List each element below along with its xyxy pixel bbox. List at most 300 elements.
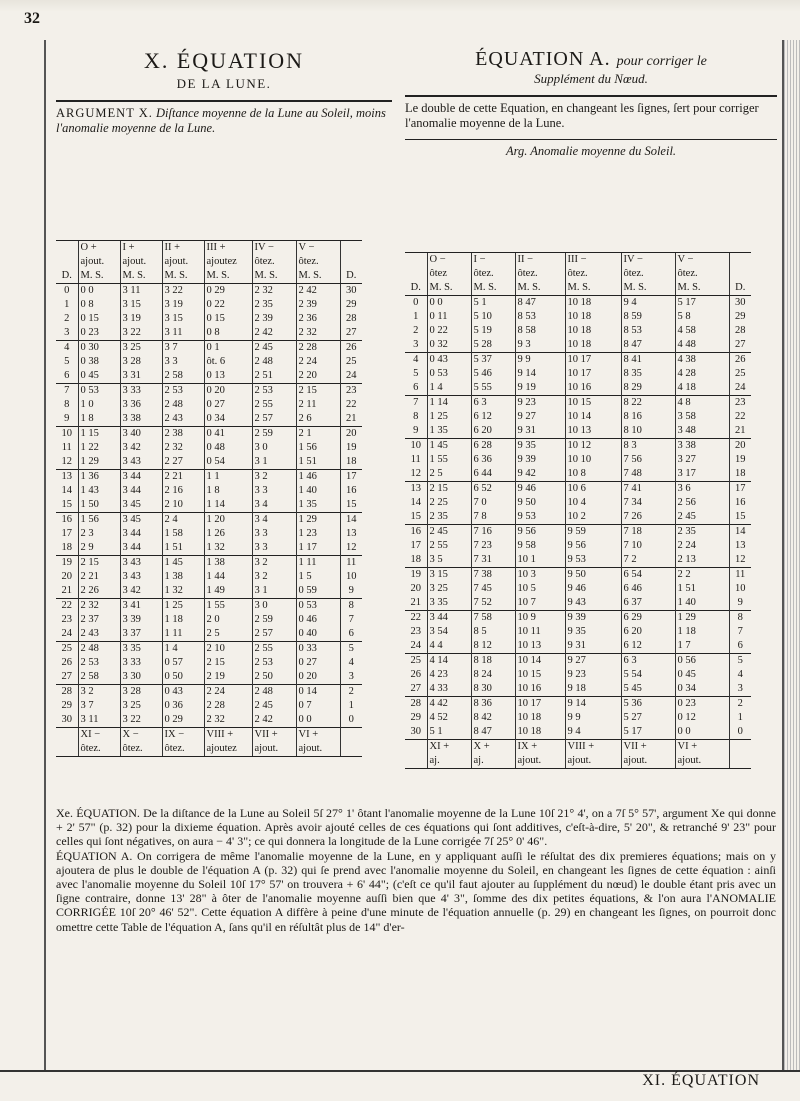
table-cell: 0 8 [78,298,120,312]
table-cell: 9 56 [565,539,621,553]
table-cell: 0 0 [427,296,471,311]
table-cell: 3 33 [120,384,162,399]
table-cell: 4 33 [427,682,471,697]
table-cell: 3 25 [120,699,162,713]
table-cell: 0 54 [204,455,252,470]
left-subtitle: DE LA LUNE. [176,76,272,91]
table-cell: 25 [340,355,362,369]
table-cell: 2 15 [78,556,120,571]
table-cell: 6 37 [621,596,675,611]
table-footer-cell: VII + [621,740,675,755]
table-cell: 3 4 [252,498,296,513]
table-cell: 9 14 [515,367,565,381]
table-cell: 7 10 [621,539,675,553]
table-row [405,439,751,454]
table-cell: 2 32 [296,326,340,341]
table-cell: 9 53 [565,553,621,568]
left-header-rule [56,100,392,102]
table-cell: 3 42 [120,584,162,599]
table-cell: 2 25 [427,496,471,510]
table-cell: 1 45 [162,556,204,571]
table-cell: 3 2 [78,685,120,700]
table-cell: 0 22 [427,324,471,338]
table-cell: 6 12 [621,639,675,654]
table-cell: 0 45 [78,369,120,384]
table-cell: 5 10 [471,310,515,324]
table-cell: 8 18 [471,654,515,669]
table-cell: 1 55 [204,599,252,614]
table-cell: 4 4 [427,639,471,654]
table-cell: 3 38 [120,412,162,427]
table-cell: 13 [405,482,427,497]
table-cell: 1 11 [296,556,340,571]
table-row [405,711,751,725]
table-cell: 0 45 [675,668,729,682]
table-cell: 10 [56,427,78,442]
table-cell: 2 43 [78,627,120,642]
table-header-row [405,253,751,268]
table-cell: 0 15 [78,312,120,326]
table-cell: 10 15 [565,396,621,411]
table-cell: 1 25 [162,599,204,614]
table-cell: 18 [340,455,362,470]
table-cell: 2 35 [675,525,729,540]
table-cell: 0 [340,713,362,728]
table-cell: 24 [729,381,751,396]
table-cell: 0 0 [675,725,729,740]
table-cell: 16 [340,484,362,498]
table-footer-cell: ôtez. [120,742,162,757]
table-cell: 2 0 [204,613,252,627]
table-cell: 16 [405,525,427,540]
table-header-cell: M. S. [515,281,565,296]
table-cell: 2 28 [296,341,340,356]
table-cell: 1 26 [204,527,252,541]
table-cell: 30 [410,726,421,737]
table-cell: 25 [405,654,427,669]
table-cell: 10 3 [515,568,565,583]
table-header-cell: M. S. [427,281,471,296]
table-cell: 1 36 [78,470,120,485]
table-cell: 0 57 [162,656,204,670]
table-cell: 4 8 [675,396,729,411]
table-cell: 0 [413,297,419,308]
table-cell: 10 8 [565,467,621,482]
table-cell: 2 48 [162,398,204,412]
table-cell: 15 [729,510,751,525]
table-cell: 28 [56,685,78,700]
table-cell: 9 4 [621,296,675,311]
table-row [405,410,751,424]
table-cell: 18 [410,554,421,565]
table-cell: 3 [729,682,751,697]
table-cell: 1 49 [204,584,252,599]
table-cell: 3 39 [120,613,162,627]
table-row [56,713,362,728]
table-header-cell: ôtez. [296,255,340,269]
table-row [56,541,362,556]
table-cell: 1 51 [162,541,204,556]
table-cell: 9 53 [515,510,565,525]
table-header-row [405,281,751,296]
table-cell: 0 33 [296,642,340,657]
table-cell: 1 20 [204,513,252,528]
table-cell: 5 [413,368,419,379]
table-cell: 2 45 [252,341,296,356]
table-cell: 9 3 [515,338,565,353]
table-cell: 3 25 [427,582,471,596]
table-header-cell: V − [296,241,340,256]
table-cell: 2 45 [252,699,296,713]
table-header-cell: ajout. [162,255,204,269]
table-cell: 10 17 [565,353,621,368]
table-cell: 1 23 [296,527,340,541]
table-header-cell: ôtez. [621,267,675,281]
table-cell: 11 [61,442,72,453]
table-cell: 6 3 [621,654,675,669]
table-header-cell: M. S. [162,269,204,284]
table-cell: 2 55 [252,398,296,412]
table-cell: 5 8 [675,310,729,324]
table-header-cell: IV − [621,253,675,268]
table-cell: 2 35 [427,510,471,525]
table-cell: 10 18 [515,711,565,725]
table-header-row [56,269,362,284]
table-cell: 1 [729,711,751,725]
table-row [405,367,751,381]
table-cell: 0 11 [427,310,471,324]
table-cell: 1 11 [162,627,204,642]
table-cell: 1 46 [296,470,340,485]
table-row [405,381,751,396]
table-cell: 0 53 [296,599,340,614]
table-cell: 7 8 [471,510,515,525]
table-cell: 0 23 [78,326,120,341]
table-row [405,654,751,669]
table-cell: 3 11 [162,326,204,341]
table-cell: 1 56 [296,441,340,455]
table-cell: 8 16 [621,410,675,424]
table-row [56,455,362,470]
table-footer-cell [56,742,78,757]
table-cell: 3 45 [120,513,162,528]
table-cell: 23 [61,614,72,625]
table-cell: 2 45 [675,510,729,525]
table-cell: 20 [410,583,421,594]
table-cell: 6 12 [471,410,515,424]
table-cell: 29 [410,712,421,723]
table-header-cell: ajoutez [204,255,252,269]
table-cell: 10 18 [565,296,621,311]
table-cell: 4 52 [427,711,471,725]
table-cell: 3 3 [252,527,296,541]
table-cell: 1 0 [78,398,120,412]
table-cell: 3 6 [675,482,729,497]
catchword: XI. ÉQUATION [642,1072,760,1089]
table-cell: 7 [340,613,362,627]
table-header-cell [56,255,78,269]
table-cell: 6 [413,382,419,393]
table-cell: 5 55 [471,381,515,396]
table-cell: 2 32 [78,599,120,614]
table-cell: 2 27 [162,455,204,470]
table-cell: 10 17 [565,367,621,381]
table-cell: 3 42 [120,441,162,455]
table-row [405,482,751,497]
left-header [56,48,392,136]
table-footer-cell: XI − [78,728,120,743]
table-cell: 2 32 [204,713,252,728]
table-row [56,527,362,541]
table-cell: 1 51 [296,455,340,470]
table-cell: 8 [64,399,70,410]
table-cell: 3 7 [78,699,120,713]
table-row [56,484,362,498]
table-cell: 9 18 [565,682,621,697]
table-cell: 1 56 [78,513,120,528]
table-cell: 21 [729,424,751,439]
table-footer-row [56,728,362,743]
table-cell: 1 1 [204,470,252,485]
table-cell: 26 [729,353,751,368]
table-cell: 4 38 [675,353,729,368]
table-cell: 2 42 [252,326,296,341]
table-cell: 3 58 [675,410,729,424]
table-cell: 7 26 [621,510,675,525]
table-cell: 1 [64,299,70,310]
right-intro: Le double de cette Equation, en changeant les ſignes, ſert pour corriger l'anomalie moyenne de la Lune. [405,101,759,130]
table-cell: 3 44 [120,527,162,541]
table-row [56,685,362,700]
table-cell: 8 [413,411,419,422]
table-cell: 2 5 [427,467,471,482]
table-cell: 1 29 [296,513,340,528]
table-cell: 17 [410,540,421,551]
table-cell: 14 [340,513,362,528]
table-cell: 22 [405,611,427,626]
table-cell: 9 14 [565,697,621,712]
table-cell: 0 27 [296,656,340,670]
table-header-cell: ôtez. [675,267,729,281]
table-cell: 1 38 [204,556,252,571]
table-cell: 10 1 [515,553,565,568]
table-header-cell [405,267,427,281]
table-row [56,570,362,584]
table-cell: 24 [61,628,72,639]
table-cell: 12 [410,468,421,479]
table-cell: 27 [340,326,362,341]
table-cell: 3 40 [120,427,162,442]
table-header-cell: O + [78,241,120,256]
table-cell: 27 [61,671,72,682]
table-cell: 10 5 [515,582,565,596]
argument-text: Diſtance moyenne de la Lune au Soleil, moins l'anomalie moyenne de la Lune. [56,106,386,135]
table-cell: 3 48 [675,424,729,439]
table-cell: 6 [340,627,362,642]
table-row [405,338,751,353]
table-cell: 9 [64,413,70,424]
table-cell: 7 [729,625,751,639]
table-footer-row [405,754,751,769]
table-row [405,625,751,639]
table-cell: 0 41 [204,427,252,442]
table-cell: 10 [729,582,751,596]
left-equation-table [56,240,362,757]
explanation-note [56,806,776,934]
table-cell: 0 34 [204,412,252,427]
table-footer-cell: ajout. [621,754,675,769]
table-cell: 10 13 [565,424,621,439]
table-cell: 1 55 [427,453,471,467]
table-row [56,498,362,513]
table-header-cell: III + [204,241,252,256]
table-cell: 14 [729,525,751,540]
table-cell: 3 22 [162,284,204,299]
table-cell: 24 [410,640,421,651]
table-cell: 0 20 [296,670,340,685]
table-cell: 29 [729,310,751,324]
table-cell: 3 17 [675,467,729,482]
table-cell: 0 22 [204,298,252,312]
table-row [56,326,362,341]
table-cell: 8 24 [471,668,515,682]
table-cell: 1 45 [427,439,471,454]
table-cell: 11 [729,568,751,583]
table-row [405,525,751,540]
table-row [56,470,362,485]
table-cell: 1 14 [204,498,252,513]
table-cell: 21 [61,585,72,596]
table-header-cell: IV − [252,241,296,256]
table-cell: 0 1 [204,341,252,356]
table-cell: 30 [61,714,72,725]
table-cell: 8 41 [621,353,675,368]
table-cell: 9 23 [515,396,565,411]
table-cell: 9 19 [515,381,565,396]
table-footer-cell: X + [471,740,515,755]
table-cell: 13 [729,539,751,553]
table-cell: 2 32 [162,441,204,455]
table-cell: 4 58 [675,324,729,338]
table-row [56,384,362,399]
table-cell: 2 20 [296,369,340,384]
right-subtitle: Supplément du Nœud. [534,71,648,86]
table-cell: 0 46 [296,613,340,627]
table-cell: 3 44 [427,611,471,626]
table-row [405,639,751,654]
table-cell: 0 53 [78,384,120,399]
table-cell: 3 37 [120,627,162,642]
table-cell: 2 [64,313,70,324]
table-row [405,697,751,712]
table-header-cell: M. S. [675,281,729,296]
table-cell: 28 [405,697,427,712]
table-cell: 1 32 [162,584,204,599]
table-cell: 9 31 [565,639,621,654]
table-footer-row [405,740,751,755]
table-header-cell: ajout. [120,255,162,269]
table-cell: 0 13 [204,369,252,384]
page-top-edge [0,0,800,12]
table-cell: 9 27 [565,654,621,669]
table-cell: 3 19 [162,298,204,312]
table-footer-cell [340,742,362,757]
table-cell: 10 18 [565,310,621,324]
table-cell: 5 1 [427,725,471,740]
table-cell: 9 [729,596,751,611]
table-row [56,441,362,455]
table-cell: 4 14 [427,654,471,669]
table-cell: 2 55 [252,642,296,657]
argument-lead: ARGUMENT X. [56,106,153,120]
table-cell: 8 58 [515,324,565,338]
table-cell: 5 27 [621,711,675,725]
table-cell: 5 [729,654,751,669]
table-cell: 3 1 [252,584,296,599]
table-row [56,298,362,312]
table-header-cell: II + [162,241,204,256]
table-row [405,453,751,467]
table-cell: 6 3 [471,396,515,411]
table-cell: 7 56 [621,453,675,467]
left-title: X. ÉQUATION [143,48,305,73]
table-cell: 1 51 [675,582,729,596]
table-cell: 8 29 [621,381,675,396]
table-cell: 3 [64,327,70,338]
table-cell: 1 17 [296,541,340,556]
table-cell: 23 [340,384,362,399]
table-cell: 9 9 [515,353,565,368]
table-cell: 1 35 [296,498,340,513]
table-cell: 5 1 [471,296,515,311]
table-row [56,584,362,599]
table-cell: 18 [729,467,751,482]
table-header-cell [340,241,362,256]
table-row [405,682,751,697]
table-cell: 18 [61,542,72,553]
table-cell: 2 48 [252,355,296,369]
table-header-row [405,267,751,281]
table-cell: 3 27 [675,453,729,467]
table-header-cell: III − [565,253,621,268]
table-row [405,539,751,553]
table-cell: 7 58 [471,611,515,626]
table-cell: 0 53 [427,367,471,381]
table-cell: 8 35 [621,367,675,381]
table-cell: 11 [410,454,421,465]
table-cell: 5 [340,642,362,657]
table-cell: 2 24 [675,539,729,553]
table-header-cell [56,241,78,256]
table-cell: 17 [61,528,72,539]
table-header-cell: M. S. [471,281,515,296]
table-cell: 1 44 [204,570,252,584]
table-header-row [56,255,362,269]
table-footer-cell: aj. [427,754,471,769]
table-cell: 3 19 [120,312,162,326]
table-cell: 10 16 [515,682,565,697]
table-cell: 2 2 [675,568,729,583]
table-header-row [56,241,362,256]
table-cell: 0 23 [675,697,729,712]
table-cell: 3 44 [120,541,162,556]
table-cell: 1 5 [296,570,340,584]
table-footer-cell: ajoutez [204,742,252,757]
table-cell: 22 [56,599,78,614]
table-cell: 9 35 [565,625,621,639]
note-paragraph-a: ÉQUATION A. On corrigera de même l'anomalie moyenne de la Lune, en y appliquant auſſi le réſultat des dix premieres équations; mais on y ajoutera de plus le double de l'équation A (p. 32) qui ſe prend avec l'anomalie moyenne du Soleil, en changeant les ſignes de cette équation : ainſi avec l'anomalie moyenne du Soleil 10ſ 17° 57' on trouvera + 6' 44"; (c'eſt ce qu'il faut ajouter au ſupplément du nœud) le double étant pris avec un ſigne contraire, donne 13' 28" à ôter de l'anomalie moyenne auſſi bien que 4' 3", ſomme des dix petites équations, & l'on aura l'ANOMALIE CORRIGÉE 10ſ 20° 46' 52". Cette équation A diffère à peine d'une minute de l'équation annuelle (p. 29) en changeant les ſignes, on pourroit donc omettre cette Table de l'équation A, ſans qu'il en réſultât plus de 14" d'er- [56,848,776,934]
table-header-cell: O − [427,253,471,268]
